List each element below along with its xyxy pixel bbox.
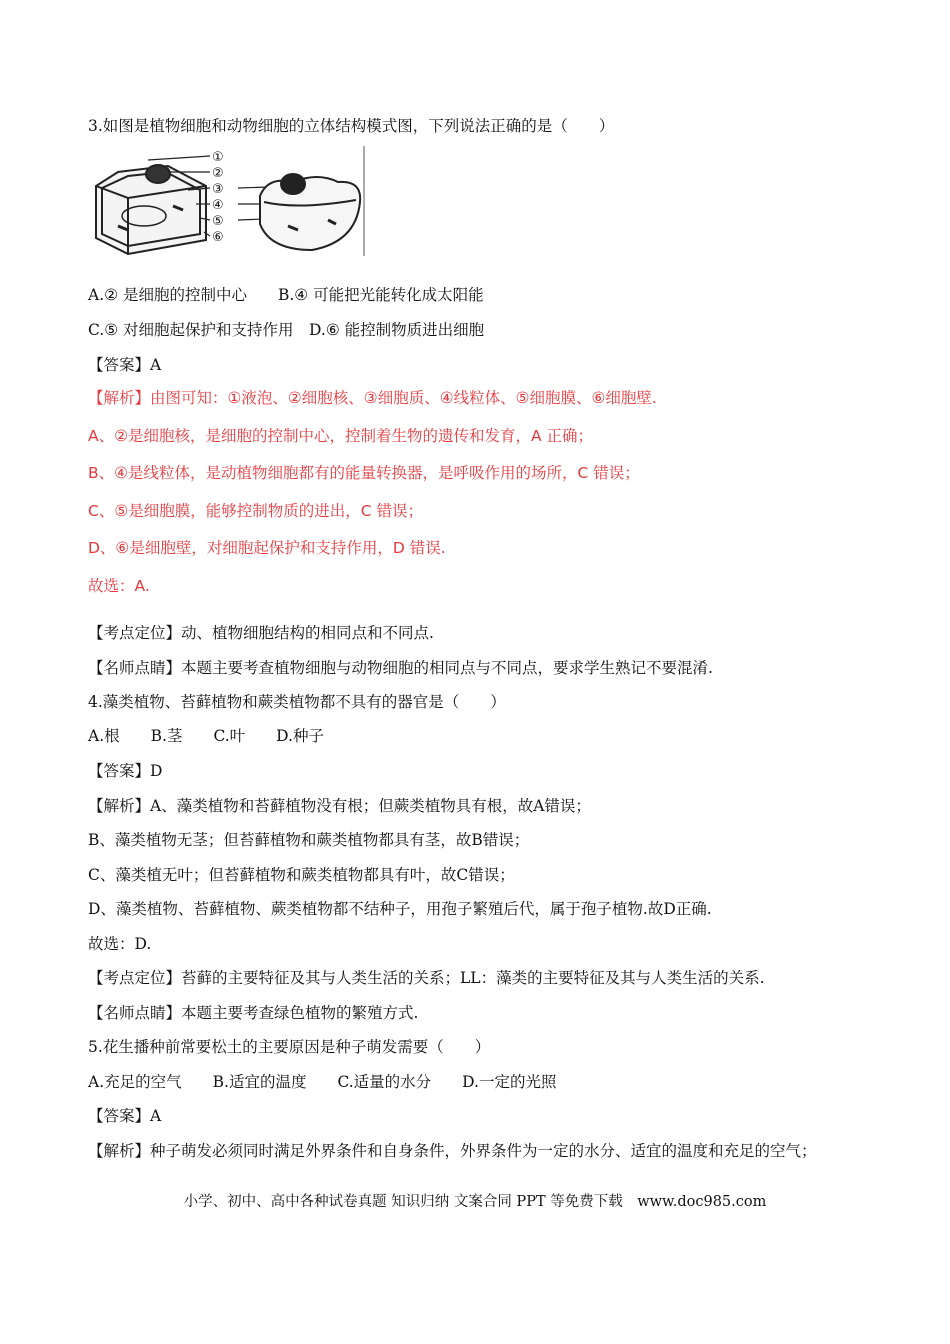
label-1: ① <box>212 150 224 165</box>
q5-options: A.充足的空气 B.适宜的温度 C.适量的水分 D.一定的光照 <box>88 1073 557 1091</box>
q3-analysis-2: B、④是线粒体，是动植物细胞都有的能量转换器，是呼吸作用的场所，C 错误； <box>88 464 640 482</box>
label-3: ③ <box>212 182 224 197</box>
q3-answer: 【答案】A <box>88 356 162 374</box>
page-footer: 小学、初中、高中各种试卷真题 知识归纳 文案合同 PPT 等免费下载 www.doc985.com <box>183 1194 767 1210</box>
q4-analysis-3: D、藻类植物、苔藓植物、蕨类植物都不结种子，用孢子繁殖后代，属于孢子植物.故D正确. <box>88 900 712 918</box>
q5-analysis: 【解析】种子萌发必须同时满足外界条件和自身条件，外界条件为一定的水分、适宜的温度和充足的空气； <box>88 1142 817 1160</box>
q3-analysis-3: C、⑤是细胞膜，能够控制物质的进出，C 错误； <box>88 502 423 520</box>
q4-options: A.根 B.茎 C.叶 D.种子 <box>88 727 324 745</box>
q3-analysis-4: D、⑥是细胞壁，对细胞起保护和支持作用，D 错误. <box>88 539 446 557</box>
q3-analysis-1: A、②是细胞核，是细胞的控制中心，控制着生物的遗传和发育，A 正确； <box>88 427 594 445</box>
q3-stem: 3.如图是植物细胞和动物细胞的立体结构模式图，下列说法正确的是（ ） <box>88 117 615 135</box>
label-4: ④ <box>212 198 224 213</box>
q4-analysis-4: 故选：D. <box>88 935 152 953</box>
animal-cell-diagram <box>260 174 360 250</box>
q4-stem: 4.藻类植物、苔藓植物和蕨类植物都不具有的器官是（ ） <box>88 693 506 711</box>
q4-answer: 【答案】D <box>88 762 163 780</box>
q4-analysis-2: C、藻类植无叶；但苔藓植物和蕨类植物都具有叶，故C错误； <box>88 866 515 884</box>
q5-stem: 5.花生播种前常要松土的主要原因是种子萌发需要（ ） <box>88 1038 491 1056</box>
q4-mingshi: 【名师点睛】本题主要考查绿色植物的繁殖方式. <box>88 1004 419 1022</box>
plant-cell-diagram <box>96 165 206 254</box>
q3-options-row1: A.② 是细胞的控制中心 B.④ 可能把光能转化成太阳能 <box>88 286 484 304</box>
label-6: ⑥ <box>212 230 224 245</box>
label-5: ⑤ <box>212 214 224 229</box>
q4-analysis-0: 【解析】A、藻类植物和苔藓植物没有根；但蕨类植物具有根，故A错误； <box>88 797 591 815</box>
q4-analysis-1: B、藻类植物无茎；但苔藓植物和蕨类植物都具有茎，故B错误； <box>88 831 530 849</box>
q3-mingshi: 【名师点睛】本题主要考查植物细胞与动物细胞的相同点与不同点，要求学生熟记不要混淆. <box>88 659 713 677</box>
label-2: ② <box>212 166 224 181</box>
cell-structure-figure <box>88 146 368 258</box>
q3-analysis-0: 【解析】由图可知：①液泡、②细胞核、③细胞质、④线粒体、⑤细胞膜、⑥细胞壁. <box>88 389 657 407</box>
q3-analysis-5: 故选：A. <box>88 577 150 595</box>
q3-options-row2: C.⑤ 对细胞起保护和支持作用 D.⑥ 能控制物质进出细胞 <box>88 321 485 339</box>
q3-kaodian: 【考点定位】动、植物细胞结构的相同点和不同点. <box>88 624 434 642</box>
q4-kaodian: 【考点定位】苔藓的主要特征及其与人类生活的关系；LL：藻类的主要特征及其与人类生活的关系. <box>88 969 765 987</box>
q5-answer: 【答案】A <box>88 1107 162 1125</box>
